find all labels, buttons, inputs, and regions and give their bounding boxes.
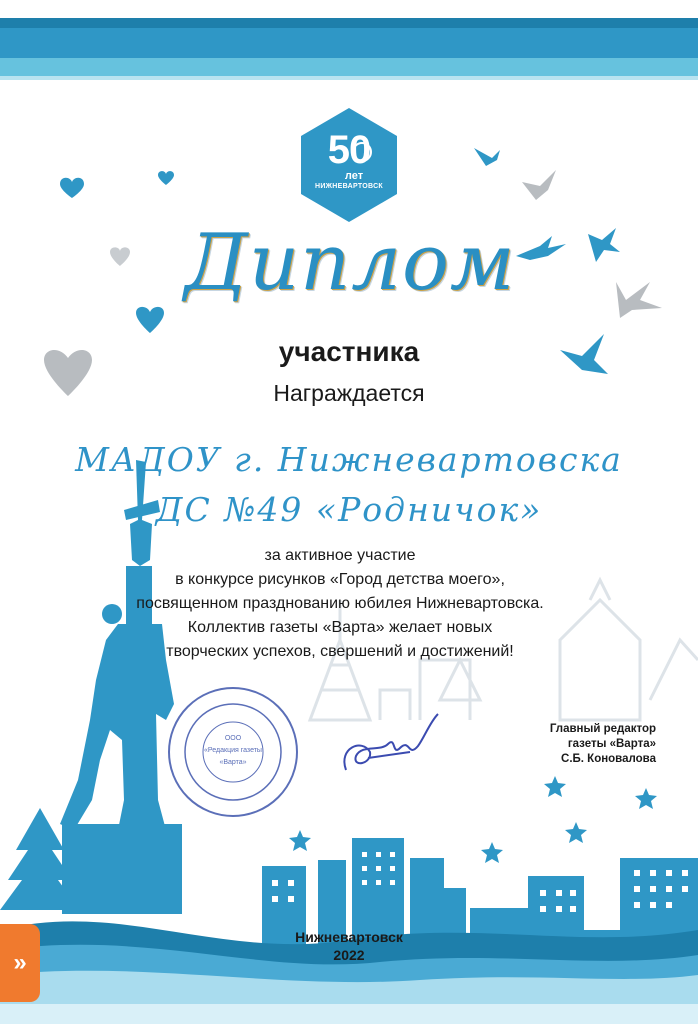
anniversary-logo <box>300 130 398 192</box>
body-line: в конкурсе рисунков «Город детства моего», <box>175 571 505 588</box>
stamp-text: ООО <box>224 735 242 742</box>
bird-icon <box>616 282 662 318</box>
heart-icon <box>110 247 130 266</box>
stamp-text: «Редакция газеты <box>204 747 262 754</box>
logo-years: лет <box>344 170 364 182</box>
editor-signature-block <box>456 722 656 767</box>
bottom-band <box>0 1004 698 1024</box>
footer-city: Нижневартовск <box>295 929 403 945</box>
body-line: посвященном празднованию юбилея Нижневартовска. <box>136 595 544 612</box>
next-page-button[interactable] <box>0 924 40 1002</box>
editor-name: С.Б. Коновалова <box>561 753 656 765</box>
diploma-body <box>70 544 610 664</box>
heart-icon <box>136 307 164 333</box>
body-line: Коллектив газеты «Варта» желает новых <box>187 619 493 636</box>
logo-number: 50 <box>327 128 371 172</box>
heart-icon <box>60 178 84 198</box>
editor-role-1: Главный редактор <box>549 723 656 735</box>
recipient-line-1: МАДОУ г. Нижневартовска <box>75 440 623 479</box>
diploma-subtitle: участника <box>278 336 420 367</box>
footer <box>249 928 449 964</box>
bird-icon <box>588 228 620 262</box>
diploma-title: Диплом <box>184 218 516 308</box>
editor-role-2: газеты «Варта» <box>567 738 656 750</box>
logo-city: НИЖНЕВАРТОВСК <box>314 183 384 190</box>
signature-scribble <box>344 714 438 770</box>
star-icon <box>289 776 657 863</box>
bird-icon <box>474 148 500 166</box>
body-line: за активное участие <box>264 547 416 564</box>
recipient-line-2: ДС №49 «Родничок» <box>155 490 543 529</box>
heart-icon <box>158 171 174 185</box>
body-line: творческих успехов, свершений и достижений! <box>166 643 514 660</box>
stamp-text: «Варта» <box>219 759 247 766</box>
bird-icon <box>522 170 556 200</box>
footer-year: 2022 <box>333 947 365 963</box>
awarded-label: Награждается <box>273 380 425 406</box>
double-chevron-right-icon: » <box>13 949 27 976</box>
